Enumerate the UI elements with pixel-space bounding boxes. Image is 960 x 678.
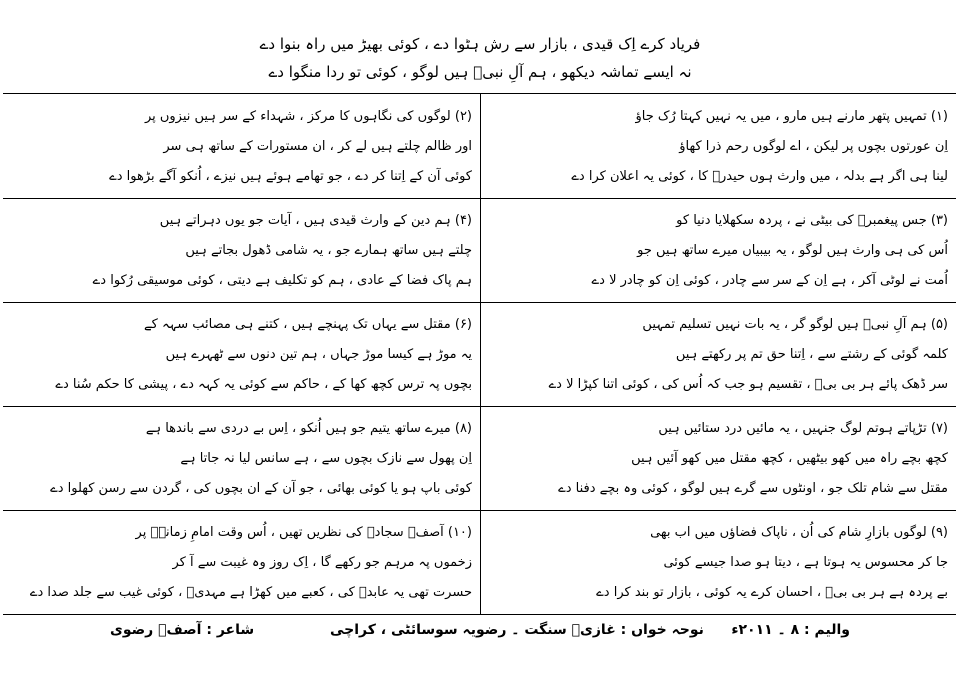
verse-line: بے پردہ ہے ہر بی بیؑ ، احسان کرے یہ کوئی ، بازار تو بند کرا دے: [596, 585, 948, 600]
title-line-2: نہ ایسے تماشہ دیکھو ، ہم آلِ نبیؐ ہیں لوگو ، کوئی تو ردا منگوا دے: [268, 63, 692, 81]
verse-line: اِن پھول سے نازک بچوں سے ، ہے سانس لیا نہ جاتا ہے: [180, 451, 472, 466]
stanza-1: [481, 94, 956, 198]
title-line-1: فریاد کرے اِک قیدی ، بازار سے رش ہٹوا دے ، کوئی بھیڑ میں راہ بنوا دے: [259, 35, 701, 53]
verse-line: سر ڈھک پائے ہر بی بیؑ ، تقسیم ہو جب کہ اُس کی ، کوئی اتنا کپڑا لا دے: [548, 377, 948, 392]
poet-label: شاعر : آصفؔ رضوی: [110, 622, 255, 638]
verse-line: (۶) مقتل سے یہاں تک پہنچے ہیں ، کتنے ہی مصائب سہہ کے: [144, 317, 472, 332]
verse-line: بچوں پہ ترس کچھ کھا کے ، حاکم سے کوئی یہ کہہ دے ، پیشی کا حکم سُنا دے: [55, 377, 472, 392]
verse-line: (۴) ہم دین کے وارث قیدی ہیں ، آیات جو یوں دہراتے ہیں: [159, 213, 472, 228]
verse-line: (۸) میرے ساتھ یتیم جو ہیں اُنکو ، اِس بے دردی سے باندھا ہے: [145, 421, 472, 436]
verse-line: (۳) جس پیغمبرؐ کی بیٹی نے ، پردہ سکھلایا دنیا کو: [676, 213, 948, 228]
stanza-7: [481, 406, 956, 510]
verse-line: (۱) تمہیں پتھر مارنے ہیں مارو ، میں یہ نہیں کہتا رُک جاؤ: [635, 109, 948, 124]
verse-line: (۹) لوگوں بازارِ شام کی اُن ، ناپاک فضاؤں میں اب بھی: [650, 525, 948, 540]
verse-line: (۵) ہم آلِ نبیؐ ہیں لوگو گر ، یہ بات نہیں تسلیم تمہیں: [642, 317, 948, 332]
verse-line: یہ موڑ ہے کیسا موڑ جہاں ، ہم تین دنوں سے ٹھہرے ہیں: [165, 347, 472, 362]
verse-line: اِن عورتوں بچوں پر لیکن ، اے لوگوں رحم ذرا کھاؤ: [679, 139, 948, 154]
verse-line: لینا ہی اگر ہے بدلہ ، میں وارث ہوں حیدرؑ کا ، کوئی یہ اعلان کرا دے: [571, 169, 948, 184]
footer-credits: [0, 622, 960, 646]
verse-line: (۱۰) آصفؔ سجادؑ کی نظریں تھیں ، اُس وقت امامِ زمانہؑ پر: [135, 525, 472, 540]
verse-line: کوئی باپ ہو یا کوئی بھائی ، جو آن کے ان بچوں کی ، گردن سے رسن کھلوا دے: [50, 481, 472, 496]
stanza-9: [481, 510, 956, 614]
verse-line: ہم پاک فضا کے عادی ، ہم کو تکلیف ہے دیتی ، کوئی موسیقی رُکوا دے: [92, 273, 472, 288]
title-block: [0, 30, 960, 86]
verse-line: اُمت نے لوٹی آکر ، ہے اِن کے سر سے چادر ، کوئی اِن کو چادر لا دے: [591, 273, 948, 288]
volume-label: والیم : ۸ ۔ ۲۰۱۱ء: [731, 622, 850, 638]
verse-line: مقتل سے شام تلک جو ، اونٹوں سے گرے ہیں لوگو ، کوئی وہ بچے دفنا دے: [558, 481, 948, 496]
stanza-3: [481, 198, 956, 302]
stanza-5: [481, 302, 956, 406]
verse-line: کوئی آن کے اِتنا کر دے ، جو تھامے ہوئے ہیں نیزے ، اُنکو آگے بڑھوا دے: [109, 169, 472, 184]
stanza-8: [3, 406, 480, 510]
verse-line: کلمہ گوئی کے رشتے سے ، اِتنا حق تم پر رکھتے ہیں: [675, 347, 948, 362]
stanza-10: [3, 510, 480, 614]
verse-line: (۲) لوگوں کی نگاہوں کا مرکز ، شہداء کے سر ہیں نیزوں پر: [144, 109, 472, 124]
reciter-label: نوحہ خواں : غازیؑ سنگت ۔ رضویہ سوسائٹی ، کراچی: [330, 622, 704, 638]
stanza-2: [3, 94, 480, 198]
verse-line: اُس کی ہی وارث ہیں لوگو ، یہ بیبیاں میرے ساتھ ہیں جو: [637, 243, 948, 258]
verse-line: حسرت تھی یہ عابدؑ کی ، کعبے میں کھڑا ہے مہدیؑ ، کوئی غیب سے جلد صدا دے: [29, 585, 472, 600]
verse-line: (۷) تڑپاتے ہوتم لوگ جنہیں ، یہ مائیں درد ستائیں ہیں: [658, 421, 948, 436]
verse-line: کچھ بچے راہ میں کھو بیٹھیں ، کچھ مقتل میں کھو آئیں ہیں: [631, 451, 948, 466]
verse-line: جا کر محسوس یہ ہوتا ہے ، دیتا ہو صدا جیسے کوئی: [663, 555, 948, 570]
verse-line: اور ظالم چلتے ہیں لے کر ، ان مستورات کے ساتھ ہی سر: [163, 139, 472, 154]
verse-line: چلتے ہیں ساتھ ہمارے جو ، یہ شامی ڈھول بجاتے ہیں: [185, 243, 472, 258]
stanza-grid: [3, 93, 956, 615]
stanza-4: [3, 198, 480, 302]
verse-line: زخموں پہ مرہم جو رکھے گا ، اِک روز وہ غیبت سے آ کر: [172, 555, 472, 570]
stanza-6: [3, 302, 480, 406]
